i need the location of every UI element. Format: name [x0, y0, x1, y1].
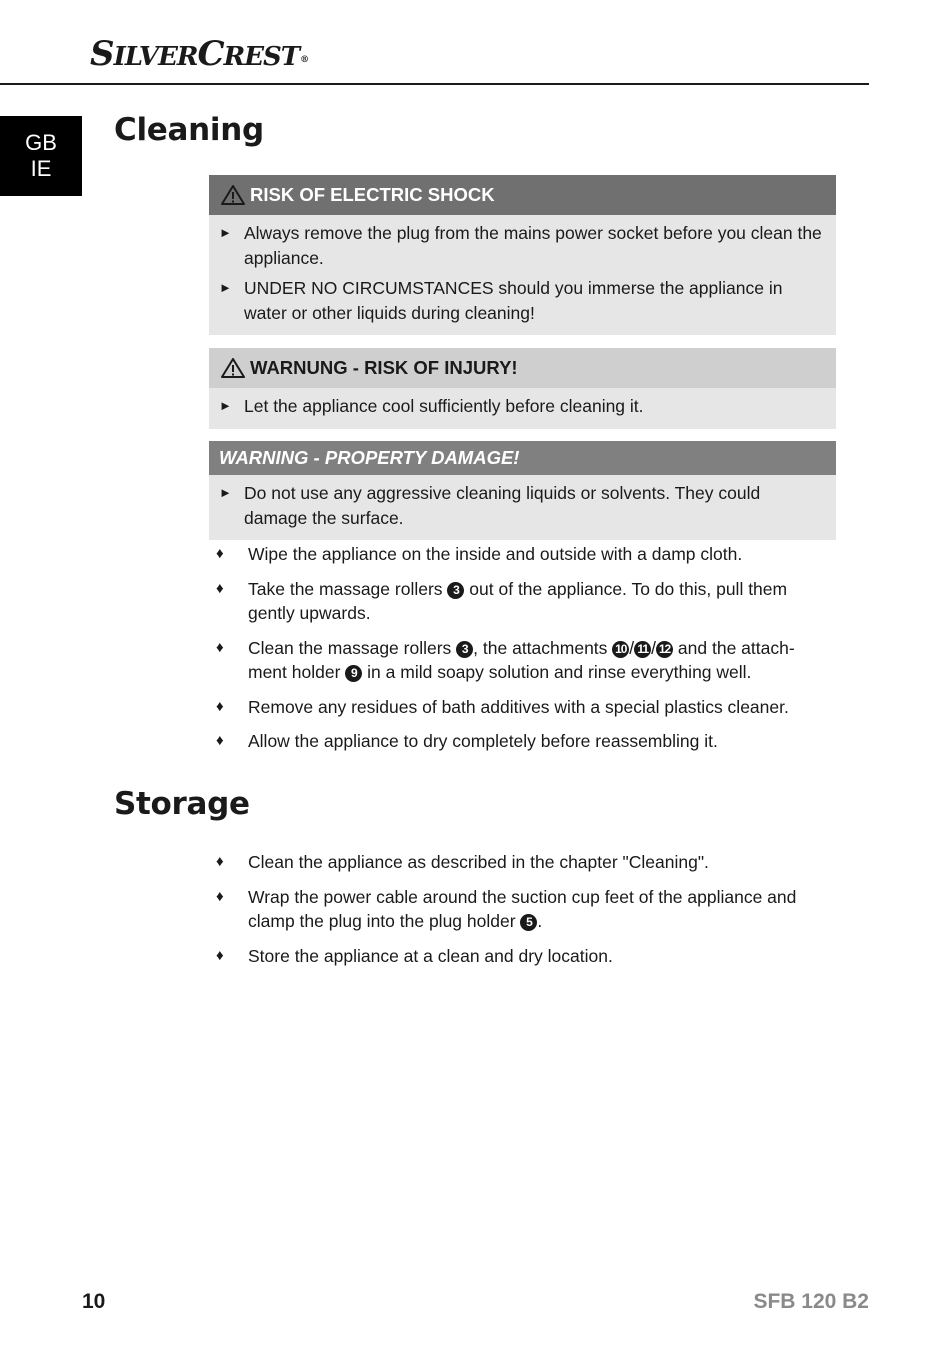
storage-steps: [216, 850, 826, 978]
warning-heading: RISK OF ELECTRIC SHOCK: [209, 175, 836, 215]
page-number: 10: [82, 1290, 106, 1313]
list-item: ♦ Clean the appliance as described in the chapter "Cleaning".: [216, 850, 826, 875]
warning-heading: WARNUNG - RISK OF INJURY!: [209, 348, 836, 388]
list-item: ♦ Remove any residues of bath additives with a special plastics cleaner.: [216, 695, 826, 720]
arrow-icon: ►: [219, 280, 232, 295]
list-item: ♦ Clean the massage rollers 3 , the attachments 10 / 11 / 12 and the attach-ment holder 9 in a mild soapy solution and rinse everything well.: [216, 636, 826, 685]
part-number-badge: 11: [634, 641, 651, 658]
warning-heading: WARNING - PROPERTY DAMAGE!: [209, 441, 836, 475]
diamond-bullet-icon: ♦: [216, 545, 224, 562]
header-rule: [0, 83, 869, 85]
language-tab-line2: IE: [30, 156, 52, 181]
warning-item: ► Do not use any aggressive cleaning liquids or solvents. They could damage the surface.: [219, 481, 824, 530]
list-item: ♦ Wrap the power cable around the suction cup feet of the appliance and clamp the plug into the plug holder 5 .: [216, 885, 826, 934]
list-item: ♦ Store the appliance at a clean and dry location.: [216, 944, 826, 969]
cleaning-steps: [216, 542, 826, 764]
part-number-badge: 3: [456, 641, 473, 658]
warning-box-electric-shock: [209, 175, 836, 335]
diamond-bullet-icon: ♦: [216, 887, 224, 905]
part-number-badge: 3: [447, 582, 464, 599]
language-tab-line1: GB: [25, 130, 57, 155]
arrow-icon: ►: [219, 398, 232, 413]
warning-box-property-damage: [209, 441, 836, 540]
arrow-icon: ►: [219, 225, 232, 240]
diamond-bullet-icon: ♦: [216, 946, 224, 964]
list-item: ♦ Allow the appliance to dry completely before reassembling it.: [216, 729, 826, 754]
warning-item: ► UNDER NO CIRCUMSTANCES should you immerse the appliance in water or other liquids during cleaning!: [219, 276, 824, 325]
diamond-bullet-icon: ♦: [216, 579, 224, 597]
warning-triangle-icon: [221, 357, 245, 379]
part-number-badge: 5: [520, 914, 537, 931]
storage-title: Storage: [114, 786, 250, 822]
language-tab: [0, 116, 82, 196]
part-number-badge: 10: [612, 641, 629, 658]
warning-item: ► Let the appliance cool sufficiently before cleaning it.: [219, 394, 824, 419]
part-number-badge: 12: [656, 641, 673, 658]
part-number-badge: 9: [345, 665, 362, 682]
list-item: ♦ Take the massage rollers 3 out of the appliance. To do this, pull them gently upwards.: [216, 577, 826, 626]
diamond-bullet-icon: ♦: [216, 638, 224, 656]
warning-triangle-icon: [221, 184, 245, 206]
list-item: ♦ Wipe the appliance on the inside and outside with a damp cloth.: [216, 542, 826, 567]
diamond-bullet-icon: ♦: [216, 853, 224, 870]
diamond-bullet-icon: ♦: [216, 732, 224, 749]
warning-box-injury: [209, 348, 836, 429]
model-number: SFB 120 B2: [753, 1290, 869, 1313]
cleaning-title: Cleaning: [114, 112, 264, 148]
brand-logo: SILVERCREST®: [90, 34, 309, 74]
warning-item: ► Always remove the plug from the mains power socket before you clean the appliance.: [219, 221, 824, 270]
arrow-icon: ►: [219, 485, 232, 500]
diamond-bullet-icon: ♦: [216, 697, 224, 715]
